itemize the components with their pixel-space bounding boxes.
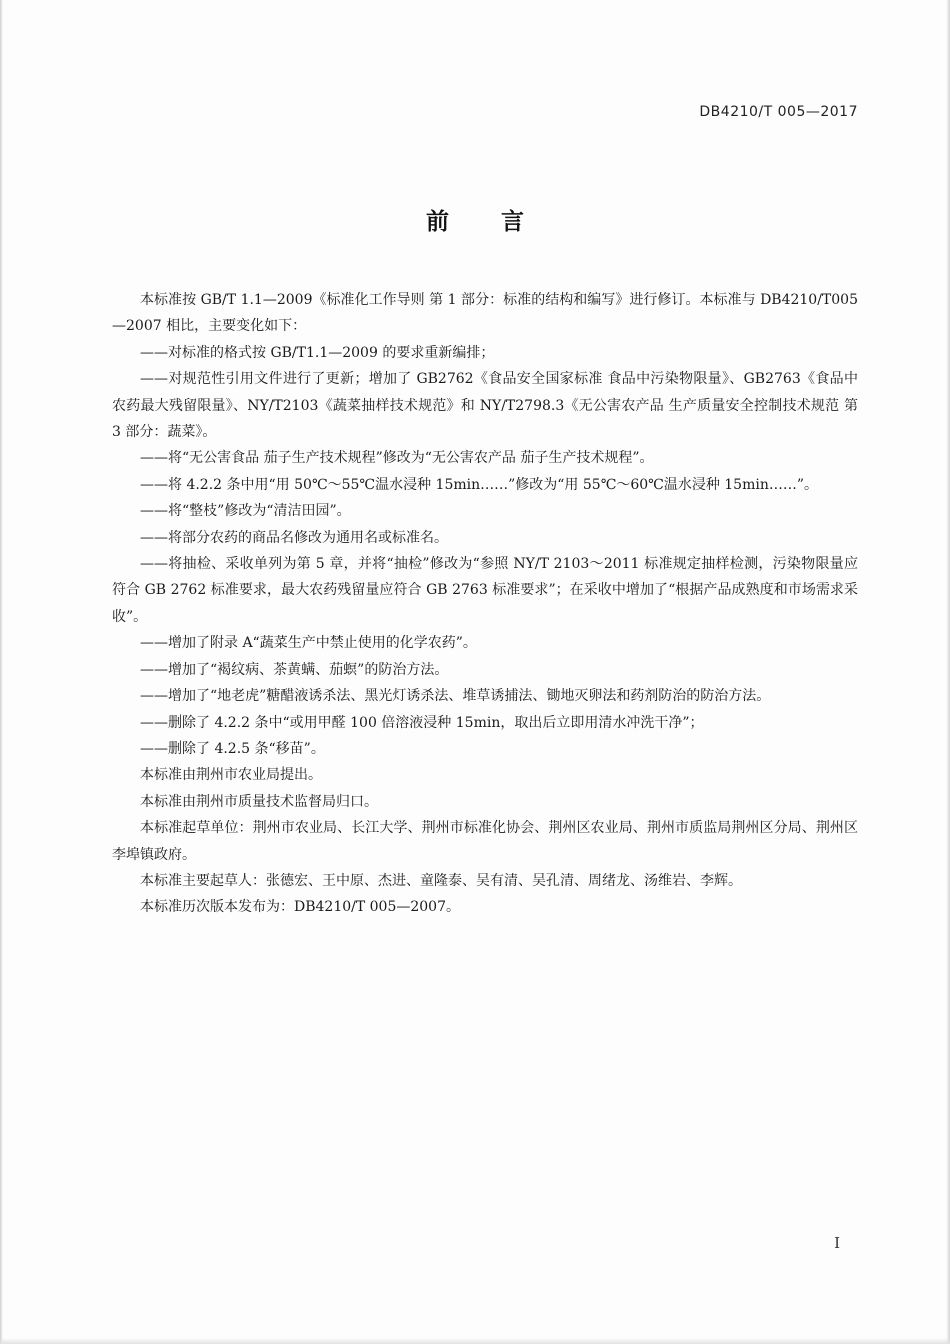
paragraph: ——删除了 4.2.5 条“移苗”。	[140, 740, 325, 757]
paragraph: ——增加了附录 A“蔬菜生产中禁止使用的化学农药”。	[140, 635, 477, 652]
paragraph: ——删除了 4.2.2 条中“或用甲醛 100 倍溶液浸种 15min，取出后立即用清水冲洗干净”；	[140, 714, 704, 731]
document-code: DB4210/T 005—2017	[699, 104, 858, 120]
page-number: I	[834, 1234, 840, 1252]
scan-edge-right	[946, 0, 950, 1344]
paragraph: ——对标准的格式按 GB/T1.1—2009 的要求重新编排；	[140, 344, 495, 361]
paragraph: ——将 4.2.2 条中用“用 50℃～55℃温水浸种 15min……”修改为“用 55℃～60℃温水浸种 15min……”。	[140, 476, 819, 493]
paragraph: ——将部分农药的商品名修改为通用名或标准名。	[140, 529, 448, 546]
scan-edge-bottom	[0, 1338, 950, 1344]
paragraph: 本标准主要起草人：张德宏、王中原、杰进、童隆泰、吴有清、吴孔清、周绪龙、汤维岩、李辉。	[140, 872, 742, 889]
paragraph: ——将“无公害食品 茄子生产技术规程”修改为“无公害农产品 茄子生产技术规程”。	[140, 450, 654, 467]
paragraph: 本标准按 GB/T 1.1—2009《标准化工作导则 第 1 部分：标准的结构和编写》进行修订。本标准与 DB4210/T005—2007 相比，主要变化如下：	[112, 292, 858, 335]
paragraph: ——增加了“褐纹病、茶黄螨、茄螟”的防治方法。	[140, 661, 449, 678]
page-title: 前言	[426, 209, 576, 235]
paragraph: ——将“整枝”修改为“清洁田园”。	[140, 503, 351, 520]
scan-edge-left	[0, 0, 3, 1344]
paragraph: ——增加了“地老虎”糖醋液诱杀法、黑光灯诱杀法、堆草诱捕法、锄地灭卵法和药剂防治的防治方法。	[140, 688, 771, 705]
paragraph: ——对规范性引用文件进行了更新；增加了 GB2762《食品安全国家标准 食品中污染物限量》、GB2763《食品中农药最大残留限量》、NY/T2103《蔬菜抽样技术规范》和 NY/T2798.3《无公害农产品 生产质量安全控制技术规范 第 3 部分：蔬菜》。	[112, 371, 858, 441]
paragraph: 本标准起草单位：荆州市农业局、长江大学、荆州市标准化协会、荆州区农业局、荆州市质监局荆州区分局、荆州区李埠镇政府。	[112, 820, 858, 863]
foreword-body	[112, 287, 858, 921]
paragraph: 本标准由荆州市农业局提出。	[140, 767, 322, 784]
paragraph: 本标准历次版本发布为：DB4210/T 005—2007。	[140, 899, 460, 916]
paragraph: 本标准由荆州市质量技术监督局归口。	[140, 793, 378, 810]
paragraph: ——将抽检、采收单列为第 5 章，并将“抽检”修改为“参照 NY/T 2103～2011 标准规定抽样检测，污染物限量应符合 GB 2762 标准要求，最大农药残留量应符合 GB 2763 标准要求”；在采收中增加了“根据产品成熟度和市场需求采收”。	[112, 556, 858, 625]
